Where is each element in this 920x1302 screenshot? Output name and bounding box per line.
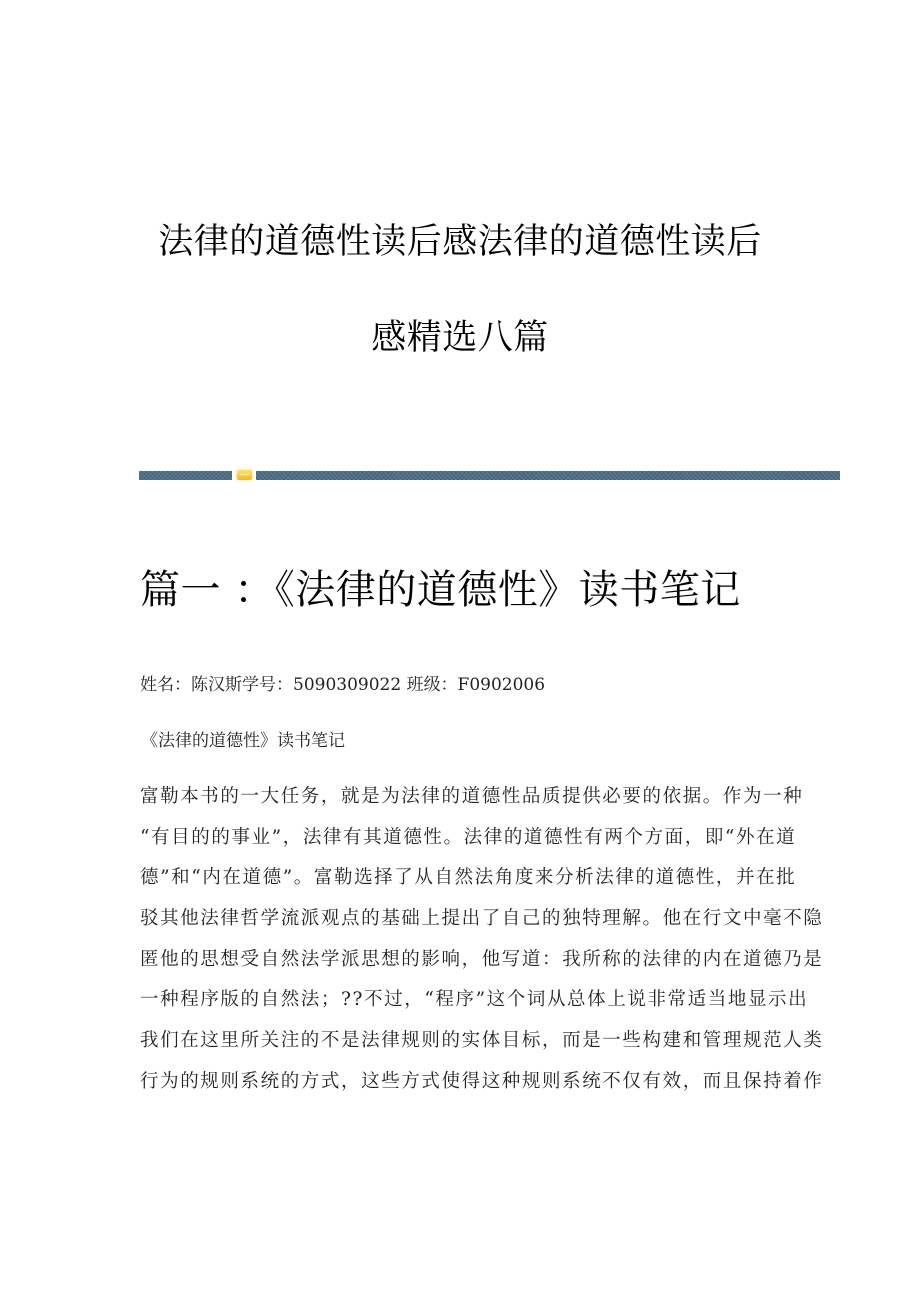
body-line: 富勒本书的一大任务，就是为法律的道德性品质提供必要的依据。作为一种 (140, 786, 804, 807)
section-heading: 篇一 ：《法律的道德性》读书笔记 (140, 567, 741, 613)
body-line: 行为的规则系统的方式，这些方式使得这种规则系统不仅有效，而且保持着作 (140, 1070, 824, 1092)
body-paragraph (140, 784, 824, 1110)
body-line: 一种程序版的自然法；??不过，“程序”这个词从总体上说非常适当地显示出 (140, 989, 809, 1011)
divider-gem-icon (237, 470, 252, 480)
student-info-line: 姓名：陈汉斯学号：5090309022 班级：F0902006 (140, 675, 546, 695)
document-title-line-2: 感精选八篇 (371, 318, 549, 358)
note-subtitle: 《法律的道德性》读书笔记 (141, 731, 345, 751)
decorative-divider (139, 471, 840, 480)
body-line: “有目的的事业”，法律有其道德性。法律的道德性有两个方面，即“外在道 (140, 826, 797, 848)
body-line: 德”和“内在道德”。富勒选择了从自然法角度来分析法律的道德性，并在批 (140, 867, 797, 889)
body-line: 我们在这里所关注的不是法律规则的实体目标，而是一些构建和管理规范人类 (140, 1030, 824, 1052)
body-line: 驳其他法律哲学流派观点的基础上提出了自己的独特理解。他在行文中毫不隐 (140, 908, 824, 930)
divider-bar-left (139, 471, 232, 480)
divider-bar-right (256, 471, 840, 480)
body-line: 匿他的思想受自然法学派思想的影响，他写道：我所称的法律的内在道德乃是 (140, 948, 824, 970)
document-title-line-1: 法律的道德性读后感法律的道德性读后 (158, 222, 762, 262)
